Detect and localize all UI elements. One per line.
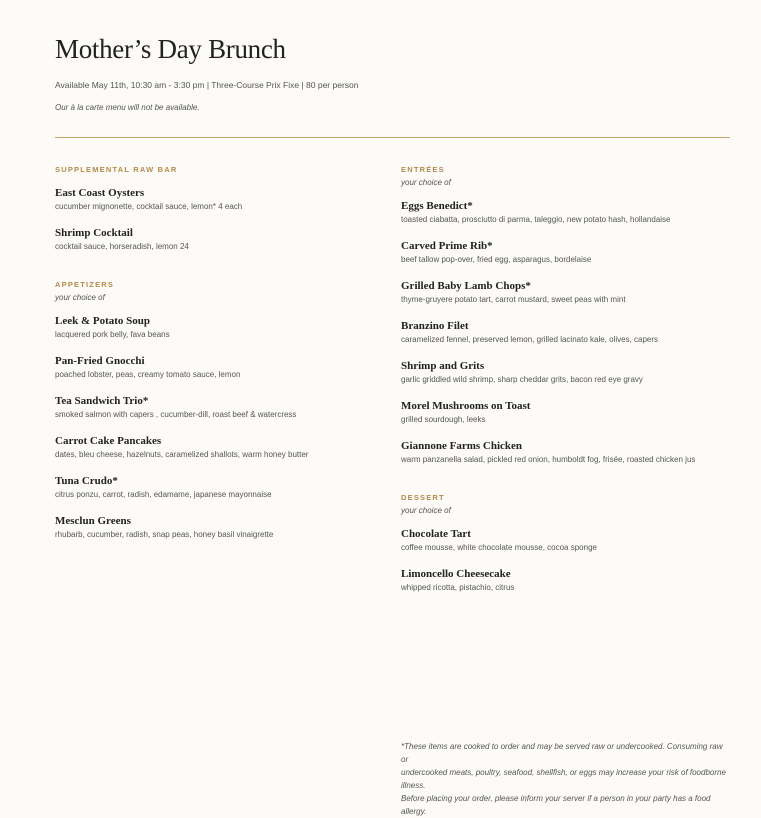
menu-item: [401, 399, 731, 425]
item-description: grilled sourdough, leeks: [401, 415, 486, 424]
item-name: Branzino Filet: [401, 320, 469, 332]
right-column: [401, 165, 731, 593]
availability-line: Available May 11th, 10:30 am - 3:30 pm | Three-Course Prix Fixe | 80 per person: [55, 80, 359, 90]
divider: [55, 137, 730, 138]
item-description: cucumber mignonette, cocktail sauce, lemon* 4 each: [55, 202, 243, 211]
item-description: caramelized fennel, preserved lemon, grilled lacinato kale, olives, capers: [401, 335, 659, 344]
item-description: warm panzanella salad, pickled red onion, humboldt fog, frisée, roasted chicken jus: [401, 455, 696, 464]
section-label: SUPPLEMENTAL RAW BAR: [55, 165, 178, 174]
item-description: toasted ciabatta, prosciutto di parma, taleggio, new potato hash, hollandaise: [401, 215, 671, 224]
item-name: Pan-Fried Gnocchi: [55, 355, 145, 367]
item-description: coffee mousse, white chocolate mousse, cocoa sponge: [401, 543, 597, 552]
item-name: Morel Mushrooms on Toast: [401, 400, 531, 412]
item-description: smoked salmon with capers , cucumber-dill, roast beef & watercress: [55, 410, 297, 419]
menu-item: [55, 474, 385, 500]
item-name: East Coast Oysters: [55, 187, 145, 199]
menu-item: [401, 199, 731, 225]
item-name: Chocolate Tart: [401, 528, 471, 540]
item-description: lacquered pork belly, fava beans: [55, 330, 170, 339]
menu-section: [401, 493, 731, 593]
disclaimer-line: *These items are cooked to order and may be served raw or undercooked. Consuming raw or: [401, 742, 723, 764]
item-name: Mesclun Greens: [55, 515, 131, 527]
section-subtitle: your choice of: [55, 293, 105, 302]
item-description: thyme-gruyere potato tart, carrot mustard, sweet peas with mint: [401, 295, 626, 304]
menu-item: [401, 439, 731, 465]
disclaimer-line: Before placing your order, please inform your server if a person in your party has a food allergy.: [401, 794, 711, 816]
item-description: dates, bleu cheese, hazelnuts, caramelized shallots, warm honey butter: [55, 450, 309, 459]
item-name: Eggs Benedict*: [401, 200, 473, 212]
page-title: Mother’s Day Brunch: [55, 34, 286, 64]
item-description: whipped ricotta, pistachio, citrus: [401, 583, 515, 592]
item-description: beef tallow pop-over, fried egg, asparagus, bordelaise: [401, 255, 592, 264]
item-name: Shrimp Cocktail: [55, 227, 133, 239]
menu-item: [55, 226, 385, 252]
menu-item: [55, 434, 385, 460]
menu-item: [55, 394, 385, 420]
disclaimer-line: undercooked meats, poultry, seafood, shellfish, or eggs may increase your risk of foodborne illness.: [401, 768, 726, 790]
menu-item: [401, 239, 731, 265]
menu-item: [55, 514, 385, 540]
item-name: Shrimp and Grits: [401, 360, 485, 372]
menu-item: [55, 314, 385, 340]
a-la-carte-note: Our à la carte menu will not be available.: [55, 103, 200, 112]
left-column: [55, 165, 385, 540]
section-subtitle: your choice of: [401, 178, 451, 187]
menu-section: [55, 165, 385, 252]
item-name: Leek & Potato Soup: [55, 315, 151, 327]
item-name: Limoncello Cheesecake: [401, 568, 511, 580]
menu-item: [401, 279, 731, 305]
item-name: Grilled Baby Lamb Chops*: [401, 280, 531, 292]
item-name: Carrot Cake Pancakes: [55, 435, 162, 447]
menu-item: [401, 319, 731, 345]
menu-section: [401, 165, 731, 465]
menu-item: [401, 359, 731, 385]
item-name: Tuna Crudo*: [55, 475, 118, 487]
menu-item: [401, 527, 731, 553]
item-name: Tea Sandwich Trio*: [55, 395, 149, 407]
menu-item: [55, 354, 385, 380]
menu-section: [55, 280, 385, 540]
item-description: poached lobster, peas, creamy tomato sauce, lemon: [55, 370, 241, 379]
item-description: rhubarb, cucumber, radish, snap peas, honey basil vinaigrette: [55, 530, 274, 539]
section-label: ENTRÉES: [401, 165, 445, 174]
item-description: citrus ponzu, carrot, radish, edamame, japanese mayonnaise: [55, 490, 272, 499]
item-name: Carved Prime Rib*: [401, 240, 493, 252]
section-label: DESSERT: [401, 493, 445, 502]
section-label: APPETIZERS: [55, 280, 115, 289]
item-name: Giannone Farms Chicken: [401, 440, 523, 452]
menu-item: [55, 186, 385, 212]
item-description: cocktail sauce, horseradish, lemon 24: [55, 242, 189, 251]
allergy-disclaimer: [401, 740, 731, 818]
menu-item: [401, 567, 731, 593]
section-subtitle: your choice of: [401, 506, 451, 515]
item-description: garlic griddled wild shrimp, sharp cheddar grits, bacon red eye gravy: [401, 375, 643, 384]
